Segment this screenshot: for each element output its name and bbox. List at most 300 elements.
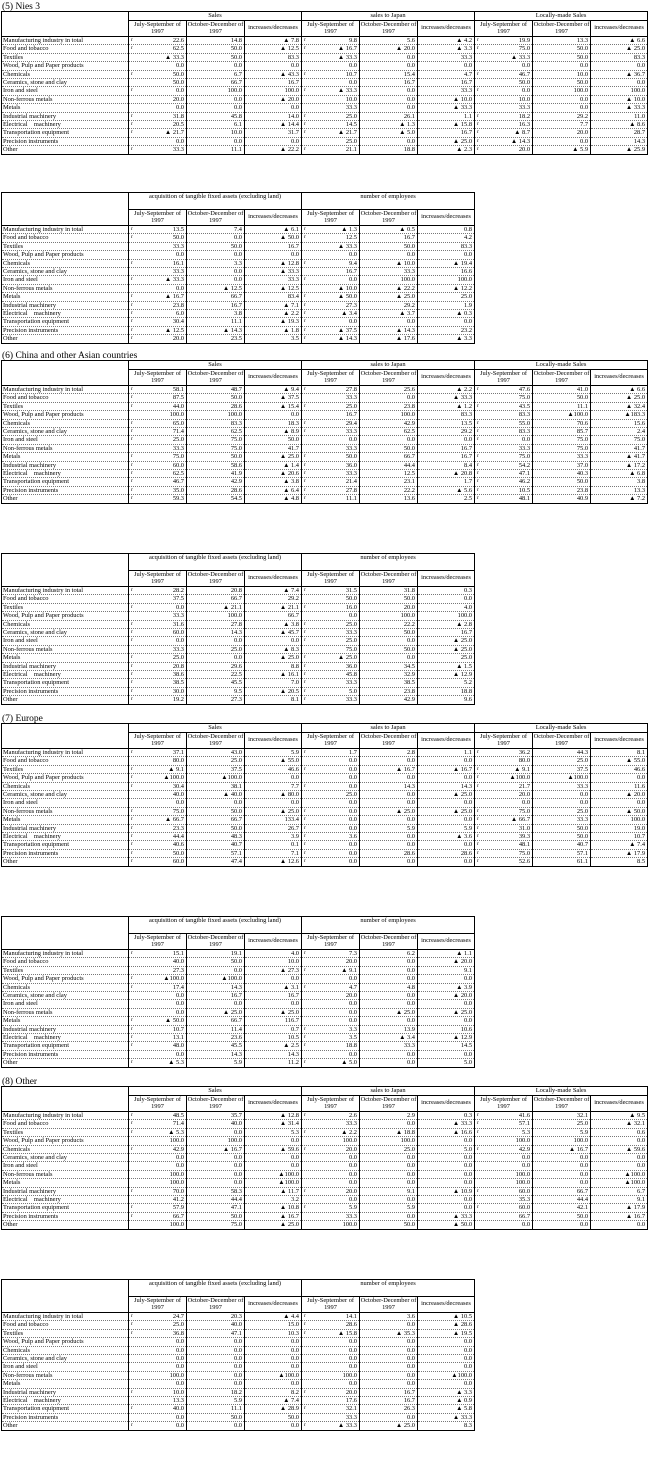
cell-value: ▲ 2.2: [283, 310, 299, 318]
period-value: [533, 394, 591, 402]
revision-mark: r: [131, 495, 133, 502]
industry-label: Wood, Pulp and Paper products: [2, 612, 129, 620]
period-value: [360, 453, 418, 461]
period-value: [129, 782, 187, 790]
period-header: October-December of 1997: [360, 369, 417, 384]
cell-value: ▲ 9.1: [514, 765, 531, 773]
group-header-row: [2, 917, 475, 934]
period-value: [187, 284, 245, 292]
period-value: [533, 1179, 591, 1187]
change-value: [418, 62, 475, 70]
revision-mark: r: [131, 1212, 133, 1219]
cell-value: ▲ 33.3: [337, 242, 357, 250]
period-value: [129, 1187, 187, 1195]
cell-value: 0.0: [407, 1050, 415, 1058]
period-value: [360, 1179, 418, 1187]
period-header: July-September of 1997: [475, 733, 533, 749]
cell-value: 44.4: [172, 833, 184, 841]
industry-label: Metals: [2, 1380, 129, 1388]
revision-mark: r: [477, 45, 479, 52]
change-value: [245, 1154, 302, 1162]
cell-value: 10.0: [172, 1388, 184, 1396]
period-value: [475, 70, 533, 78]
cell-value: 70.6: [576, 419, 589, 427]
period-value: [475, 774, 533, 782]
revision-mark: r: [477, 470, 479, 477]
period-value: [302, 833, 360, 841]
revision-mark: r: [304, 1313, 306, 1319]
cell-value: ▲ 33.3: [510, 53, 531, 61]
cell-value: 0.0: [291, 137, 299, 145]
cell-value: 100.0: [573, 1137, 589, 1145]
cell-value: 45.8: [345, 671, 357, 679]
cell-value: 57.1: [230, 849, 242, 857]
change-value: [245, 1042, 302, 1050]
cell-value: 50.0: [576, 824, 589, 832]
cell-value: ▲ 9.5: [629, 1112, 646, 1119]
period-value: [187, 318, 245, 326]
change-value: [418, 112, 475, 120]
industry-label: Ceramics, stone and clay: [2, 791, 129, 799]
table-row: [2, 486, 648, 494]
period-value: [187, 428, 245, 436]
change-value: [245, 87, 302, 95]
revision-mark: r: [477, 37, 479, 43]
period-value: [302, 1112, 360, 1120]
change-value: [418, 765, 475, 773]
cell-value: 0.0: [176, 603, 184, 611]
cell-value: 0.0: [349, 765, 357, 773]
cell-value: 50.0: [403, 645, 415, 653]
cell-value: 0.0: [580, 1154, 589, 1162]
period-value: [129, 453, 187, 461]
period-value: [302, 402, 360, 410]
industry-label: Precision instruments: [2, 849, 129, 857]
cell-value: 0.0: [637, 1221, 646, 1229]
cell-value: ▲ 25.0: [452, 1008, 473, 1016]
cell-value: 3.2: [291, 1196, 299, 1204]
table-row: [2, 1137, 648, 1145]
industry-label: Other: [2, 1221, 129, 1229]
table-row: [2, 1338, 475, 1346]
change-value: [591, 461, 648, 469]
period-value: [360, 394, 418, 402]
change-value: [245, 1405, 302, 1413]
cell-value: ▲ 33.3: [337, 53, 357, 61]
period-value: [129, 87, 187, 95]
cell-value: 15.4: [403, 70, 415, 78]
revision-mark: r: [304, 293, 306, 300]
cell-value: 14.0: [287, 112, 299, 120]
period-value: [360, 975, 418, 983]
cell-value: ▲ 16.7: [452, 765, 473, 773]
cell-value: 0.0: [291, 774, 299, 782]
period-value: [187, 486, 245, 494]
table-row: [2, 137, 648, 145]
period-value: [129, 765, 187, 773]
cell-value: 100.0: [515, 1179, 531, 1187]
corner-cell: [2, 1280, 129, 1313]
period-value: [533, 849, 591, 857]
cell-value: 50.0: [403, 242, 415, 250]
change-value: [245, 1363, 302, 1371]
cell-value: 0.0: [464, 1179, 473, 1187]
change-value: [418, 87, 475, 95]
period-value: [187, 326, 245, 334]
change-value: [591, 1170, 648, 1178]
period-value: [302, 1059, 360, 1067]
revision-mark: r: [131, 696, 133, 703]
cell-value: 48.1: [518, 495, 531, 503]
change-value: [245, 620, 302, 628]
period-header: July-September of 1997: [129, 210, 187, 226]
revision-mark: r: [304, 1025, 306, 1032]
period-value: [129, 411, 187, 419]
period-value: [129, 1170, 187, 1178]
cell-value: 25.0: [460, 293, 473, 301]
period-value: [129, 696, 187, 704]
change-value: [245, 326, 302, 334]
table-row: [2, 79, 648, 87]
cell-value: 15.1: [172, 950, 184, 957]
period-value: [187, 1371, 245, 1379]
cell-value: ▲ 7.4: [283, 1397, 299, 1405]
cell-value: 0.8: [464, 226, 473, 233]
period-value: [475, 1179, 533, 1187]
change-value: [418, 1170, 475, 1178]
period-value: [187, 402, 245, 410]
period-value: [129, 1388, 187, 1396]
cell-value: 29.2: [287, 595, 299, 603]
revision-mark: r: [131, 461, 133, 468]
cell-value: 43.0: [230, 749, 242, 756]
cell-value: 42.9: [518, 1145, 531, 1153]
period-value: [533, 402, 591, 410]
cell-value: ▲ 1.3: [399, 121, 415, 129]
revision-mark: r: [477, 146, 479, 153]
period-value: [360, 654, 418, 662]
period-value: [533, 774, 591, 782]
cell-value: 14.3: [633, 137, 646, 145]
period-value: [302, 1017, 360, 1025]
period-value: [187, 774, 245, 782]
cell-value: 0.0: [464, 1363, 473, 1371]
revision-mark: r: [131, 1329, 133, 1336]
sales-table: [1, 1086, 648, 1230]
cell-value: 36.2: [518, 749, 531, 756]
period-value: [533, 104, 591, 112]
cell-value: ▲ 19.3: [279, 318, 299, 326]
period-value: [187, 1112, 245, 1120]
revision-mark: r: [131, 293, 133, 300]
period-value: [302, 612, 360, 620]
table-row: [2, 95, 648, 103]
period-value: [129, 620, 187, 628]
period-value: [187, 310, 245, 318]
industry-label: Food and tobacco: [2, 958, 129, 966]
cell-value: 75.0: [230, 436, 242, 444]
table-row: [2, 1212, 648, 1220]
cell-value: 30.0: [172, 687, 184, 695]
cell-value: 27.3: [345, 301, 357, 309]
period-value: [187, 1388, 245, 1396]
industry-label: Food and tobacco: [2, 1120, 129, 1128]
change-value: [418, 1050, 475, 1058]
period-value: [129, 146, 187, 154]
period-header: July-September of 1997: [129, 571, 187, 587]
period-value: [187, 983, 245, 991]
cell-value: 0.0: [580, 1170, 589, 1178]
cell-value: 2.4: [637, 428, 646, 436]
cell-value: 44.4: [403, 461, 415, 469]
period-value: [533, 816, 591, 824]
period-value: [360, 419, 418, 427]
cell-value: 0.0: [464, 1154, 473, 1162]
cell-value: 0.0: [234, 1371, 242, 1379]
cell-value: ▲ 50.0: [279, 234, 299, 242]
industry-label: Food and tobacco: [2, 234, 129, 242]
cell-value: 0.0: [349, 1050, 357, 1058]
cell-value: ▲ 1.8: [283, 326, 299, 334]
period-header: increases/decreases: [245, 733, 302, 749]
cell-value: 14.1: [345, 1313, 357, 1320]
change-value: [245, 816, 302, 824]
cell-value: 0.0: [464, 1338, 473, 1346]
cell-value: 100.0: [630, 87, 646, 95]
period-value: [187, 242, 245, 250]
period-value: [533, 858, 591, 866]
industry-label: Textiles: [2, 966, 129, 974]
cell-value: ▲ 0.5: [399, 226, 415, 233]
cell-value: ▲ 32.4: [625, 402, 646, 410]
change-value: [245, 687, 302, 695]
period-value: [475, 411, 533, 419]
cell-value: 0.0: [349, 1017, 357, 1025]
period-value: [129, 587, 187, 595]
revision-mark: r: [131, 662, 133, 669]
table-row: [2, 612, 475, 620]
cell-value: 0.0: [176, 1422, 184, 1430]
cell-value: 0.0: [349, 807, 357, 815]
change-value: [418, 1059, 475, 1067]
cell-value: ▲ 3.8: [283, 620, 299, 628]
change-value: [245, 983, 302, 991]
cell-value: 27.3: [172, 966, 184, 974]
cell-value: 28.2: [172, 587, 184, 594]
period-value: [360, 1346, 418, 1354]
cell-value: 29.2: [460, 428, 473, 436]
revision-mark: r: [477, 1120, 479, 1127]
cell-value: 0.0: [407, 251, 415, 259]
cell-value: 0.0: [176, 87, 184, 95]
revision-mark: r: [304, 679, 306, 686]
period-value: [187, 612, 245, 620]
period-value: [302, 1313, 360, 1321]
industry-label: Manufacturing industry in total: [2, 749, 129, 757]
period-value: [533, 1154, 591, 1162]
change-value: [245, 62, 302, 70]
cell-value: ▲ 17.6: [395, 335, 415, 343]
cell-value: 20.0: [345, 958, 357, 966]
period-value: [360, 1034, 418, 1042]
period-header: October-December of 1997: [187, 20, 244, 35]
period-value: [187, 1042, 245, 1050]
industry-label: Other: [2, 858, 129, 866]
cell-value: ▲ 27.3: [279, 966, 299, 974]
period-value: [360, 470, 418, 478]
period-value: [360, 284, 418, 292]
change-value: [418, 662, 475, 670]
cell-value: 0.0: [407, 1120, 415, 1128]
period-header: July-September of 1997: [302, 571, 360, 587]
change-value: [418, 654, 475, 662]
change-value: [245, 1170, 302, 1178]
cell-value: 0.0: [176, 104, 184, 112]
period-value: [187, 950, 245, 958]
column-group-header: sales to Japan: [302, 12, 475, 21]
period-value: [187, 335, 245, 343]
period-value: [360, 251, 418, 259]
cell-value: 40.9: [576, 495, 589, 503]
cell-value: 0.6: [637, 1128, 646, 1136]
cell-value: 21.4: [345, 478, 357, 486]
cell-value: 0.0: [580, 1221, 589, 1229]
revision-mark: r: [131, 121, 133, 128]
cell-value: 83.4: [287, 293, 299, 301]
cell-value: ▲ 80.0: [279, 791, 299, 799]
period-value: [475, 1187, 533, 1195]
revision-mark: r: [131, 1034, 133, 1041]
cell-value: 60.0: [518, 1187, 531, 1195]
cell-value: 0.0: [464, 251, 473, 259]
period-value: [302, 1380, 360, 1388]
investment-employment-table: [1, 916, 475, 1068]
cell-value: ▲ 45.7: [279, 629, 299, 637]
cell-value: ▲ 66.7: [510, 816, 531, 824]
cell-value: ▲ 25.0: [337, 654, 357, 662]
period-value: [302, 849, 360, 857]
period-value: [475, 104, 533, 112]
cell-value: 50.0: [172, 849, 184, 857]
period-value: [533, 749, 591, 757]
cell-value: 0.0: [637, 1137, 646, 1145]
revision-mark: r: [304, 276, 306, 283]
cell-value: 0.0: [234, 637, 242, 645]
period-value: [360, 444, 418, 452]
period-value: [129, 234, 187, 242]
period-value: [302, 1050, 360, 1058]
period-value: [360, 234, 418, 242]
cell-value: 0.0: [349, 757, 357, 765]
revision-mark: r: [477, 461, 479, 468]
table-row: [2, 495, 648, 503]
table-row: [2, 1128, 648, 1136]
cell-value: 5.0: [464, 1059, 473, 1067]
cell-value: 5.9: [291, 749, 299, 756]
cell-value: 25.0: [403, 1145, 415, 1153]
cell-value: 0.0: [407, 1413, 415, 1421]
period-value: [360, 782, 418, 790]
cell-value: 47.1: [230, 1204, 242, 1212]
change-value: [418, 799, 475, 807]
cell-value: 41.9: [230, 470, 242, 478]
period-value: [129, 833, 187, 841]
cell-value: 0.0: [291, 251, 299, 259]
cell-value: 27.8: [230, 620, 242, 628]
change-value: [418, 411, 475, 419]
cell-value: 0.0: [349, 782, 357, 790]
cell-value: 2.5: [464, 495, 473, 503]
revision-mark: r: [304, 461, 306, 468]
change-value: [591, 807, 648, 815]
cell-value: 3.6: [407, 1313, 415, 1320]
cell-value: ▲ 14.3: [395, 326, 415, 334]
period-value: [187, 95, 245, 103]
cell-value: ▲ 55.0: [625, 757, 646, 765]
change-value: [418, 671, 475, 679]
cell-value: 66.7: [230, 79, 242, 87]
cell-value: 25.0: [345, 791, 357, 799]
column-group-header: sales to Japan: [302, 361, 475, 370]
cell-value: ▲ 16.7: [337, 45, 357, 53]
cell-value: ▲ 1.5: [456, 662, 473, 670]
cell-value: 3.9: [291, 833, 299, 841]
cell-value: 0.0: [464, 1196, 473, 1204]
period-value: [533, 419, 591, 427]
period-value: [360, 807, 418, 815]
industry-label: Electrical machinery: [2, 1034, 129, 1042]
period-value: [360, 1397, 418, 1405]
period-value: [360, 226, 418, 234]
period-value: [129, 1008, 187, 1016]
industry-label: Manufacturing industry in total: [2, 950, 129, 958]
period-value: [187, 112, 245, 120]
cell-value: 7.1: [291, 849, 299, 857]
table-row: [2, 1008, 475, 1016]
change-value: [245, 310, 302, 318]
cell-value: 29.2: [403, 301, 415, 309]
revision-mark: r: [304, 259, 306, 266]
cell-value: 85.7: [576, 428, 589, 436]
change-value: [418, 637, 475, 645]
period-value: [187, 654, 245, 662]
period-value: [129, 1120, 187, 1128]
period-value: [302, 1371, 360, 1379]
cell-value: 5.6: [407, 37, 415, 44]
change-value: [245, 301, 302, 309]
cell-value: 23.8: [403, 687, 415, 695]
cell-value: ▲ 11.7: [280, 1187, 299, 1195]
group-header-row: [2, 1087, 648, 1096]
cell-value: ▲ 16.7: [395, 765, 415, 773]
table-row: [2, 53, 648, 61]
table-row: [2, 1154, 648, 1162]
industry-label: Other: [2, 146, 129, 154]
period-value: [533, 1128, 591, 1136]
period-value: [533, 436, 591, 444]
change-value: [245, 1338, 302, 1346]
period-value: [187, 104, 245, 112]
cell-value: 22.6: [172, 37, 184, 44]
change-value: [591, 1212, 648, 1220]
cell-value: 66.7: [172, 1212, 184, 1220]
period-value: [187, 1346, 245, 1354]
change-value: [418, 95, 475, 103]
period-header: October-December of 1997: [187, 933, 244, 948]
cell-value: ▲ 16.7: [164, 293, 184, 301]
industry-label: Food and tobacco: [2, 595, 129, 603]
period-value: [187, 1221, 245, 1229]
